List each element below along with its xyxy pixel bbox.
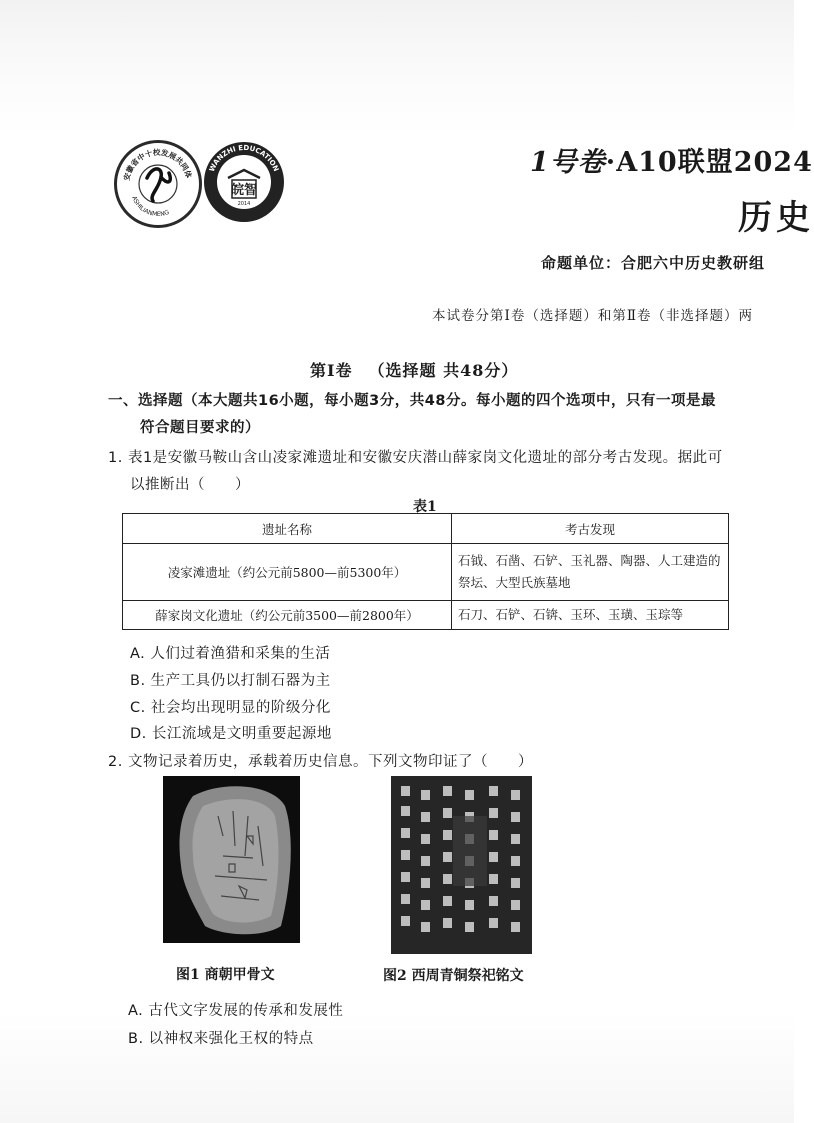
logo-year-text: 2014 bbox=[237, 201, 251, 207]
figure-2-caption: 图2 西周青铜祭祀铭文 bbox=[383, 968, 524, 984]
author-line: 命题单位：合肥六中历史教研组 bbox=[541, 254, 766, 272]
table-cell-site: 薛家岗文化遗址（约公元前3500—前2800年） bbox=[123, 601, 452, 630]
intro-line: 本试卷分第Ⅰ卷（选择题）和第Ⅱ卷（非选择题）两 bbox=[432, 308, 754, 324]
section-subtitle: （选择题 共48分） bbox=[368, 361, 519, 380]
question-2-stem: 2. 文物记录着历史，承载着历史信息。下列文物印证了（ ） bbox=[108, 754, 533, 770]
archaeology-table bbox=[122, 513, 729, 630]
question-1-option-c: C. 社会均出现明显的阶级分化 bbox=[130, 700, 331, 716]
subject-title: 历史 bbox=[738, 198, 814, 238]
figure-1-caption: 图1 商朝甲骨文 bbox=[176, 967, 275, 983]
table-header-site: 遗址名称 bbox=[123, 514, 452, 544]
exam-brand: 1号卷 bbox=[530, 147, 606, 178]
alliance-logo bbox=[114, 140, 202, 228]
table-header-row bbox=[123, 514, 729, 544]
table-caption: 表1 bbox=[413, 499, 437, 515]
question-1-option-a: A. 人们过着渔猎和采集的生活 bbox=[130, 646, 331, 662]
section-instructions-line2: 符合题目要求的） bbox=[140, 420, 260, 436]
logo-center-text: 皖智 bbox=[230, 183, 258, 198]
question-2-option-a: A. 古代文字发展的传承和发展性 bbox=[128, 1003, 344, 1019]
svg-text:安徽省中十校发展共同体 bbox=[121, 147, 194, 182]
section-title bbox=[310, 358, 518, 381]
logo-ring-text: 安徽省中十校发展共同体 bbox=[122, 147, 194, 182]
wanzhi-education-logo bbox=[204, 142, 284, 222]
question-1-option-b: B. 生产工具仍以打制石器为主 bbox=[130, 673, 331, 689]
bronze-inscription-image bbox=[391, 776, 532, 954]
logo-bottom-text: ASHILIANMENG bbox=[130, 195, 171, 219]
table-row bbox=[123, 601, 729, 630]
question-1-option-d: D. 长江流域是文明重要起源地 bbox=[130, 726, 332, 742]
question-1-stem-line1: 1. 表1是安徽马鞍山含山凌家滩遗址和安徽安庆潜山薛家岗文化遗址的部分考古发现。据此可 bbox=[108, 450, 723, 466]
question-1-stem-line2: 以推断出（ ） bbox=[130, 477, 250, 493]
question-2-option-b: B. 以神权来强化王权的特点 bbox=[128, 1031, 314, 1047]
oracle-bone-image bbox=[163, 776, 300, 943]
exam-title-rest: ·A10联盟2024 bbox=[605, 147, 813, 178]
table-header-findings: 考古发现 bbox=[452, 514, 729, 544]
exam-title bbox=[530, 140, 813, 179]
section-part: 第Ⅰ卷 bbox=[310, 361, 353, 380]
table-cell-findings: 石刀、石铲、石锛、玉环、玉璜、玉琮等 bbox=[452, 601, 729, 630]
table-row bbox=[123, 544, 729, 601]
table-cell-findings: 石钺、石凿、石铲、玉礼器、陶器、人工建造的祭坛、大型氏族墓地 bbox=[452, 544, 729, 601]
table-cell-site: 凌家滩遗址（约公元前5800—前5300年） bbox=[123, 544, 452, 601]
section-instructions-line1: 一、选择题（本大题共16小题，每小题3分，共48分。每小题的四个选项中，只有一项是最 bbox=[108, 393, 716, 409]
logo-ring-text: WANZHI EDUCATION bbox=[207, 143, 281, 173]
